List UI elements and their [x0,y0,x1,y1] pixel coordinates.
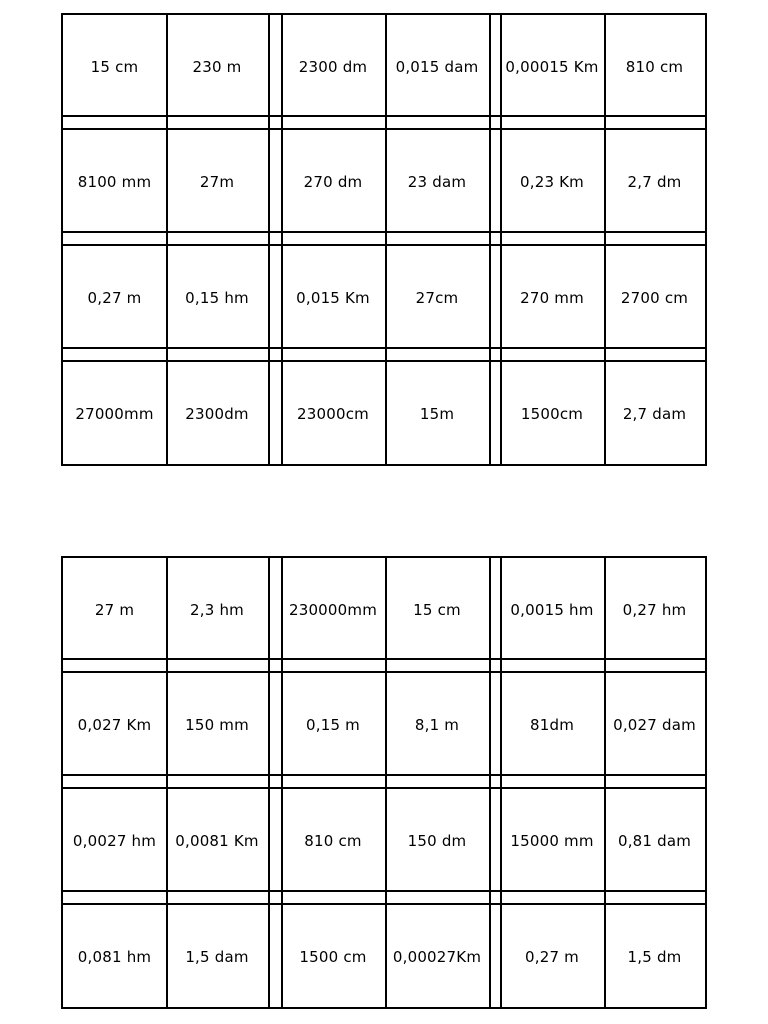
domino-cell: 150 mm [185,715,249,734]
domino-cell: 23000cm [297,404,369,423]
domino-cell: 1500 cm [299,947,367,966]
domino-cell: 0,0027 hm [72,831,157,850]
domino-cell: 0,015 dam [395,57,479,76]
domino-row [63,246,705,349]
domino-cell: 15000 mm [510,831,594,850]
domino-cell: 1,5 dm [627,947,682,966]
domino-cell: 270 dm [303,172,363,191]
domino-cell: 270 mm [520,288,584,307]
domino-cell: 27 m [94,600,135,619]
domino-cell: 2700 cm [620,288,689,307]
domino-cell: 0,00027Km [392,947,482,966]
domino-row [63,558,705,661]
domino-cell: 15 cm [413,600,461,619]
domino-cell: 2,3 hm [190,600,244,619]
domino-cell: 0,0081 Km [175,831,259,850]
domino-cell: 1,5 dam [185,947,249,966]
domino-cell: 0,15 hm [185,288,249,307]
domino-cell: 2,7 dam [622,404,687,423]
domino-cell: 1500cm [520,404,584,423]
domino-cell: 810 cm [304,831,362,850]
domino-row [63,15,705,118]
domino-row [63,362,705,465]
domino-sheet-2 [61,556,707,1009]
domino-cell: 27000mm [75,404,154,423]
domino-cell: 81dm [529,715,575,734]
domino-cell: 0,081 hm [77,947,152,966]
domino-cell: 0,27 m [525,947,579,966]
domino-cell: 2,7 dm [627,172,682,191]
domino-row [63,905,705,1008]
domino-row [63,130,705,233]
domino-cell: 0,015 Km [296,288,370,307]
domino-cell: 8,1 m [414,715,460,734]
domino-cell: 230000mm [288,600,378,619]
domino-cell: 0,027 dam [613,715,696,734]
domino-cell: 8100 mm [77,172,152,191]
domino-cell: 2300 dm [298,57,368,76]
domino-cell: 15m [419,404,455,423]
domino-cell: 0,00015 Km [505,57,599,76]
domino-cell: 0,15 m [306,715,360,734]
domino-cell: 0,0015 hm [510,600,594,619]
domino-cell: 0,27 m [87,288,142,307]
domino-row [63,789,705,892]
domino-cell: 0,027 Km [77,715,152,734]
domino-cell: 810 cm [625,57,684,76]
domino-cell: 0,27 hm [622,600,687,619]
domino-cell: 0,23 Km [519,172,584,191]
domino-cell: 150 dm [407,831,467,850]
domino-cell: 23 dam [407,172,467,191]
domino-cell: 2300dm [185,404,249,423]
domino-cell: 230 m [192,57,242,76]
domino-sheet-1 [61,13,707,466]
domino-row [63,673,705,776]
domino-cell: 0,81 dam [617,831,692,850]
domino-cell: 27cm [415,288,459,307]
domino-cell: 27m [199,172,235,191]
domino-cell: 15 cm [90,57,139,76]
